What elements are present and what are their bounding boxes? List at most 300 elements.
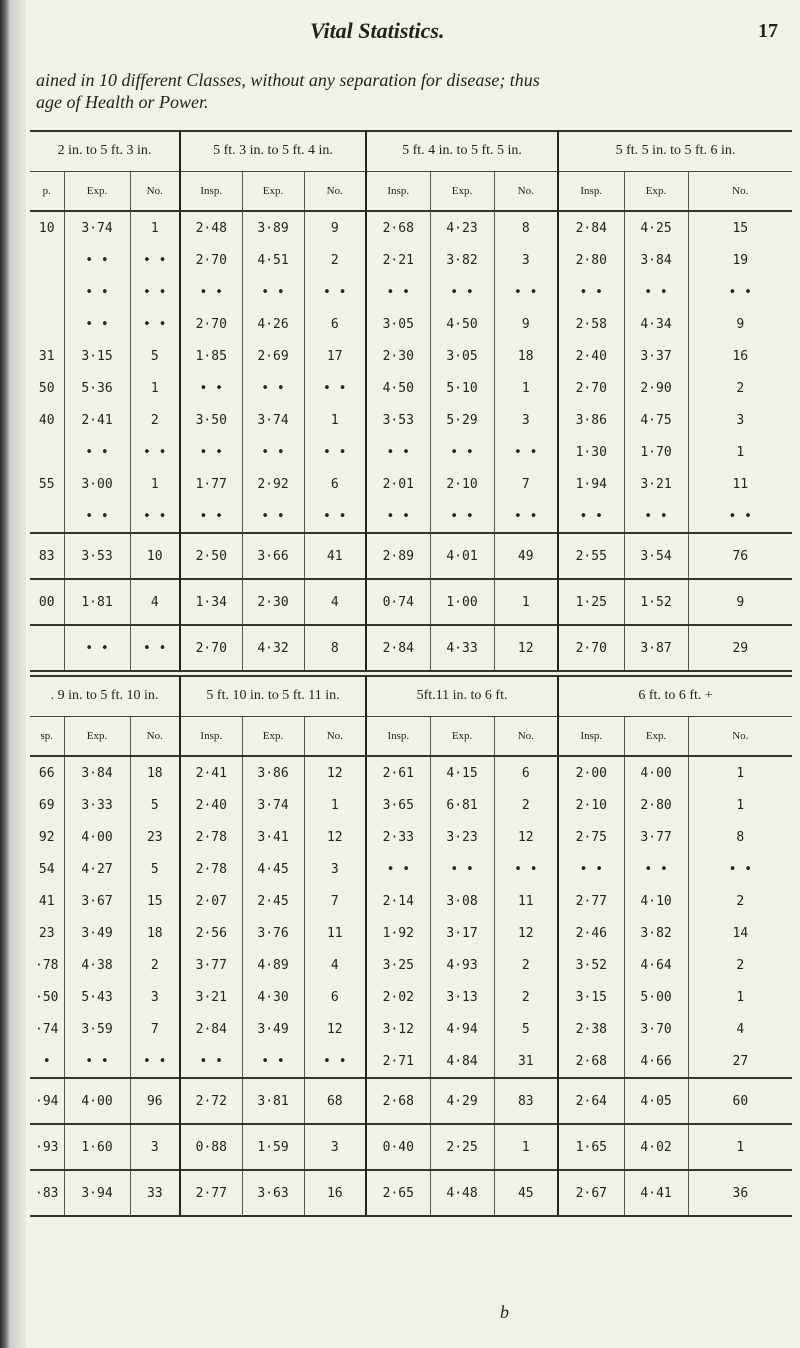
table-row — [30, 244, 792, 276]
summary-cell: 1·59 — [242, 1124, 304, 1170]
table-cell: 11 — [494, 885, 558, 917]
table-cell: 1 — [304, 789, 366, 821]
table-cell: • • — [130, 436, 180, 468]
table-cell: 1·30 — [558, 436, 624, 468]
table-cell: 2·10 — [430, 468, 494, 500]
table-cell: 3·37 — [624, 340, 688, 372]
summary-cell: 3·87 — [624, 625, 688, 671]
table-cell: 2·70 — [180, 308, 242, 340]
column-header: Insp. — [366, 172, 430, 212]
summary-cell: 4 — [304, 579, 366, 625]
summary-cell: 2·55 — [558, 533, 624, 579]
summary-cell: 45 — [494, 1170, 558, 1216]
table-cell: 2·41 — [64, 404, 130, 436]
table-cell: 3·21 — [624, 468, 688, 500]
summary-cell: 3 — [130, 1124, 180, 1170]
summary-cell: ·83 — [30, 1170, 64, 1216]
table-cell: 40 — [30, 404, 64, 436]
table-cell: 17 — [304, 340, 366, 372]
table-cell: 2·38 — [558, 1013, 624, 1045]
table-cell: 18 — [130, 756, 180, 789]
table-cell — [30, 500, 64, 533]
table-cell: 2 — [736, 957, 745, 973]
table-cell: • • — [64, 276, 130, 308]
summary-cell: 3·66 — [242, 533, 304, 579]
table-cell: 18 — [130, 917, 180, 949]
column-header-row — [30, 717, 792, 757]
table-cell: 6 — [304, 468, 366, 500]
table-cell: 2·07 — [180, 885, 242, 917]
table-cell: 8 — [736, 829, 745, 845]
group-header: 2 in. to 5 ft. 3 in. — [30, 131, 180, 172]
table-cell: 31 — [494, 1045, 558, 1078]
table-cell: 2 — [304, 244, 366, 276]
table-cell — [30, 276, 64, 308]
table-cell: 6 — [494, 756, 558, 789]
table-row — [30, 468, 792, 500]
table-cell: 2·75 — [558, 821, 624, 853]
table-cell: 2·71 — [366, 1045, 430, 1078]
table-cell: 7 — [494, 468, 558, 500]
table-cell: • • — [728, 508, 752, 524]
table-cell: 3·12 — [366, 1013, 430, 1045]
table-cell: 5 — [130, 789, 180, 821]
table-cell: 1 — [130, 468, 180, 500]
table-row — [30, 211, 792, 244]
table-cell: 2·48 — [180, 211, 242, 244]
table-cell: • • — [64, 1045, 130, 1078]
column-header: No. — [304, 172, 366, 212]
table-cell: • • — [366, 500, 430, 533]
table-cell: 6 — [304, 308, 366, 340]
column-header: p. — [30, 172, 64, 212]
summary-cell: 0·40 — [366, 1124, 430, 1170]
table-cell: 4·30 — [242, 981, 304, 1013]
table-row — [30, 436, 792, 468]
summary-cell: 16 — [304, 1170, 366, 1216]
table-cell: 4·10 — [624, 885, 688, 917]
table-cell: • • — [494, 276, 558, 308]
table-cell: 2·70 — [180, 244, 242, 276]
summary-cell: 76 — [688, 533, 792, 579]
column-header: Insp. — [558, 717, 624, 757]
summary-cell: 3·63 — [242, 1170, 304, 1216]
book-spine-shadow — [0, 0, 10, 1348]
table-row — [30, 821, 792, 853]
table-cell: 3·13 — [430, 981, 494, 1013]
summary-row — [30, 533, 792, 579]
table-cell: • • — [494, 853, 558, 885]
table-cell: 4·51 — [242, 244, 304, 276]
summary-cell: 3·81 — [242, 1078, 304, 1124]
table-cell: 2·00 — [558, 756, 624, 789]
table-cell: • • — [494, 436, 558, 468]
table-row — [30, 1013, 792, 1045]
summary-cell: 2·65 — [366, 1170, 430, 1216]
book-gutter — [10, 0, 26, 1348]
table-cell: 2·77 — [558, 885, 624, 917]
table-cell — [30, 308, 64, 340]
table-cell: 3·82 — [624, 917, 688, 949]
table-cell: 2·02 — [366, 981, 430, 1013]
table-cell: 12 — [304, 756, 366, 789]
table-cell: 2·90 — [624, 372, 688, 404]
summary-cell: 1·60 — [64, 1124, 130, 1170]
summary-cell: 8 — [304, 625, 366, 671]
summary-cell: 4·00 — [64, 1078, 130, 1124]
summary-cell: 10 — [130, 533, 180, 579]
table-cell: 3·49 — [242, 1013, 304, 1045]
table-cell: 41 — [30, 885, 64, 917]
summary-cell: 2·50 — [180, 533, 242, 579]
summary-cell: 3·94 — [64, 1170, 130, 1216]
summary-cell: 1 — [494, 579, 558, 625]
table-cell: 2·84 — [180, 1013, 242, 1045]
summary-cell: 4·02 — [624, 1124, 688, 1170]
table-row — [30, 404, 792, 436]
table-cell: 3·84 — [64, 756, 130, 789]
table-cell: 3·25 — [366, 949, 430, 981]
stats-table-upper — [30, 131, 792, 672]
table-cell: 2·80 — [558, 244, 624, 276]
table-cell: 9 — [736, 316, 745, 332]
table-cell: 2 — [736, 893, 745, 909]
group-header: . 9 in. to 5 ft. 10 in. — [30, 676, 180, 717]
group-header: 6 ft. to 6 ft. + — [558, 676, 792, 717]
table-cell: • • — [130, 1045, 180, 1078]
summary-cell: 33 — [130, 1170, 180, 1216]
table-cell: 2·70 — [558, 372, 624, 404]
table-cell: 3·17 — [430, 917, 494, 949]
group-header: 5ft.11 in. to 6 ft. — [366, 676, 558, 717]
table-cell: 3 — [494, 244, 558, 276]
table-row — [30, 789, 792, 821]
summary-cell: 2·89 — [366, 533, 430, 579]
table-cell: 2·46 — [558, 917, 624, 949]
summary-cell: 1·34 — [180, 579, 242, 625]
table-cell: 5 — [130, 853, 180, 885]
summary-cell: 2·30 — [242, 579, 304, 625]
summary-cell: 2·64 — [558, 1078, 624, 1124]
table-cell: 54 — [30, 853, 64, 885]
table-cell: 2·68 — [366, 211, 430, 244]
table-cell: 3·59 — [64, 1013, 130, 1045]
group-header-row — [30, 131, 792, 172]
summary-cell: 29 — [688, 625, 792, 671]
summary-cell: 36 — [688, 1170, 792, 1216]
summary-cell: 2·67 — [558, 1170, 624, 1216]
table-cell: • • — [180, 436, 242, 468]
table-cell: 3·74 — [242, 404, 304, 436]
table-cell: • • — [130, 500, 180, 533]
table-cell: 12 — [494, 821, 558, 853]
table-cell: 11 — [732, 476, 749, 492]
table-cell: 5·36 — [64, 372, 130, 404]
table-cell: 1 — [736, 765, 745, 781]
table-cell: 66 — [30, 756, 64, 789]
table-cell: • • — [430, 276, 494, 308]
summary-cell: 2·72 — [180, 1078, 242, 1124]
table-cell: 3·86 — [242, 756, 304, 789]
summary-cell: 2·70 — [180, 625, 242, 671]
summary-cell: 1·25 — [558, 579, 624, 625]
table-cell: • • — [304, 1045, 366, 1078]
column-header: No. — [688, 172, 792, 212]
table-cell: 2·40 — [558, 340, 624, 372]
table-cell: 4·64 — [624, 949, 688, 981]
table-cell: ·50 — [30, 981, 64, 1013]
table-cell: 15 — [130, 885, 180, 917]
column-header: Insp. — [366, 717, 430, 757]
table-cell: 3·70 — [624, 1013, 688, 1045]
table-row — [30, 756, 792, 789]
caption-line-1: ained in 10 different Classes, without any separation for disease; thus — [36, 70, 540, 90]
table-cell: 27 — [732, 1053, 749, 1069]
table-cell: 4·45 — [242, 853, 304, 885]
table-cell: 3·23 — [430, 821, 494, 853]
table-cell: 2·78 — [180, 821, 242, 853]
caption-line-2: age of Health or Power. — [36, 92, 209, 112]
table-cell: 3 — [494, 404, 558, 436]
summary-cell: 1·65 — [558, 1124, 624, 1170]
summary-cell: 3·54 — [624, 533, 688, 579]
table-cell: 1 — [130, 211, 180, 244]
table-cell: • • — [180, 276, 242, 308]
table-cell: 3·08 — [430, 885, 494, 917]
table-cell: 3 — [736, 412, 745, 428]
table-cell: 1·77 — [180, 468, 242, 500]
column-header: Exp. — [430, 172, 494, 212]
table-row — [30, 885, 792, 917]
table-cell: 31 — [30, 340, 64, 372]
table-cell: • • — [366, 276, 430, 308]
table-row — [30, 340, 792, 372]
signature-mark: b — [500, 1302, 509, 1322]
table-cell: 14 — [732, 925, 749, 941]
summary-cell: 4·29 — [430, 1078, 494, 1124]
table-cell: • • — [624, 853, 688, 885]
table-cell: 10 — [30, 211, 64, 244]
table-cell: • • — [558, 853, 624, 885]
table-cell: 50 — [30, 372, 64, 404]
table-cell: 8 — [494, 211, 558, 244]
table-cell: 2·61 — [366, 756, 430, 789]
summary-cell: 3 — [304, 1124, 366, 1170]
summary-cell: 00 — [30, 579, 64, 625]
table-cell: 4·66 — [624, 1045, 688, 1078]
summary-cell: 12 — [494, 625, 558, 671]
table-cell: 7 — [304, 885, 366, 917]
table-cell: 3·05 — [366, 308, 430, 340]
table-cell: 9 — [494, 308, 558, 340]
table-cell: 4·00 — [64, 821, 130, 853]
summary-row — [30, 579, 792, 625]
table-cell: 2 — [494, 981, 558, 1013]
table-cell: 4 — [304, 949, 366, 981]
table-cell: 2·45 — [242, 885, 304, 917]
table-cell: 18 — [494, 340, 558, 372]
column-header: Exp. — [64, 717, 130, 757]
summary-cell: 2·68 — [366, 1078, 430, 1124]
table-row — [30, 372, 792, 404]
summary-cell: 2·77 — [180, 1170, 242, 1216]
column-header-row — [30, 172, 792, 212]
table-cell — [30, 244, 64, 276]
column-header: Exp. — [242, 717, 304, 757]
table-cell: • • — [180, 372, 242, 404]
table-cell: 19 — [732, 252, 749, 268]
column-header: No. — [130, 717, 180, 757]
summary-cell: 4 — [130, 579, 180, 625]
table-cell: 2·92 — [242, 468, 304, 500]
summary-cell: ·93 — [30, 1124, 64, 1170]
table-row — [30, 853, 792, 885]
table-cell: 4·00 — [624, 756, 688, 789]
table-cell: ·74 — [30, 1013, 64, 1045]
table-cell: 4·27 — [64, 853, 130, 885]
summary-cell: 1·52 — [624, 579, 688, 625]
summary-cell: 1 — [494, 1124, 558, 1170]
table-cell: 3·49 — [64, 917, 130, 949]
table-cell: • • — [728, 861, 753, 877]
table-row — [30, 276, 792, 308]
table-cell: 1·70 — [624, 436, 688, 468]
table-cell: 2·78 — [180, 853, 242, 885]
summary-cell: 83 — [494, 1078, 558, 1124]
table-cell: • • — [728, 284, 752, 300]
summary-cell: 0·88 — [180, 1124, 242, 1170]
table-cell: 3·15 — [64, 340, 130, 372]
table-cell: 2·30 — [366, 340, 430, 372]
table-cell: • • — [304, 436, 366, 468]
summary-cell: 4·01 — [430, 533, 494, 579]
table-cell: 5 — [130, 340, 180, 372]
table-cell: 3·21 — [180, 981, 242, 1013]
table-row — [30, 981, 792, 1013]
table-cell: 3·77 — [180, 949, 242, 981]
table-cell: 1·85 — [180, 340, 242, 372]
summary-cell: 1 — [688, 1124, 792, 1170]
summary-cell — [30, 625, 64, 671]
group-header: 5 ft. 3 in. to 5 ft. 4 in. — [180, 131, 366, 172]
table-cell: • • — [130, 308, 180, 340]
summary-cell: 4·41 — [624, 1170, 688, 1216]
table-cell: 1 — [494, 372, 558, 404]
table-cell: 1 — [130, 372, 180, 404]
column-header: No. — [130, 172, 180, 212]
table-cell: 2·33 — [366, 821, 430, 853]
column-header: No. — [494, 172, 558, 212]
table-cell: • • — [304, 276, 366, 308]
table-cell: 4·34 — [624, 308, 688, 340]
column-header: No. — [494, 717, 558, 757]
column-header: Insp. — [180, 717, 242, 757]
summary-row — [30, 1078, 792, 1124]
table-cell: 3·86 — [558, 404, 624, 436]
table-cell: 15 — [732, 220, 749, 236]
summary-cell: 2·25 — [430, 1124, 494, 1170]
table-cell: 5 — [494, 1013, 558, 1045]
table-cell: • • — [64, 308, 130, 340]
summary-cell: 4·32 — [242, 625, 304, 671]
table-cell: 4·84 — [430, 1045, 494, 1078]
table-cell: 92 — [30, 821, 64, 853]
table-cell: 1 — [736, 797, 745, 813]
table-cell: 4·15 — [430, 756, 494, 789]
stats-table-lower — [30, 676, 792, 1217]
summary-row — [30, 1170, 792, 1216]
summary-cell: 3·53 — [64, 533, 130, 579]
summary-cell: • • — [130, 625, 180, 671]
table-cell: 2·14 — [366, 885, 430, 917]
table-cell: 2 — [736, 380, 745, 396]
summary-cell: 96 — [130, 1078, 180, 1124]
table-cell: 4·50 — [430, 308, 494, 340]
table-cell: 3·89 — [242, 211, 304, 244]
table-cell: • • — [494, 500, 558, 533]
column-header: sp. — [30, 717, 64, 757]
summary-row — [30, 625, 792, 671]
table-cell: 55 — [30, 468, 64, 500]
table-cell: 3 — [304, 853, 366, 885]
table-cell: 3·53 — [366, 404, 430, 436]
table-cell: • • — [130, 276, 180, 308]
column-header: No. — [688, 717, 792, 757]
table-cell: ·78 — [30, 949, 64, 981]
table-cell: 6·81 — [430, 789, 494, 821]
table-cell: • • — [366, 853, 430, 885]
table-cell: 3·41 — [242, 821, 304, 853]
table-cell: • • — [242, 372, 304, 404]
summary-cell: 4·48 — [430, 1170, 494, 1216]
summary-row — [30, 1124, 792, 1170]
table-cell: 4·94 — [430, 1013, 494, 1045]
column-header: Exp. — [64, 172, 130, 212]
table-cell: • • — [430, 500, 494, 533]
page-number: 17 — [758, 20, 778, 42]
table-cell: 1·94 — [558, 468, 624, 500]
table-cell: • • — [242, 436, 304, 468]
table-cell: 4 — [736, 1021, 745, 1037]
summary-cell: 4·33 — [430, 625, 494, 671]
table-cell: 3·74 — [64, 211, 130, 244]
table-cell: • • — [242, 1045, 304, 1078]
table-cell: 3·00 — [64, 468, 130, 500]
column-header: No. — [304, 717, 366, 757]
group-header: 5 ft. 4 in. to 5 ft. 5 in. — [366, 131, 558, 172]
group-header-row — [30, 676, 792, 717]
table-cell: • • — [624, 500, 688, 533]
table-cell: • • — [64, 436, 130, 468]
table-cell: • • — [180, 500, 242, 533]
summary-cell: 4·05 — [624, 1078, 688, 1124]
summary-cell: 0·74 — [366, 579, 430, 625]
column-header: Exp. — [624, 172, 688, 212]
table-cell: 5·10 — [430, 372, 494, 404]
table-cell: 69 — [30, 789, 64, 821]
running-header-title: Vital Statistics. — [310, 18, 445, 43]
table-cell: 7 — [130, 1013, 180, 1045]
summary-cell: 2·84 — [366, 625, 430, 671]
table-cell: 4·89 — [242, 949, 304, 981]
column-header: Insp. — [558, 172, 624, 212]
table-cell: 12 — [304, 821, 366, 853]
table-cell: 3·05 — [430, 340, 494, 372]
summary-cell: 41 — [304, 533, 366, 579]
table-cell: 1 — [736, 444, 745, 460]
summary-cell: ·94 — [30, 1078, 64, 1124]
table-cell: 3·74 — [242, 789, 304, 821]
